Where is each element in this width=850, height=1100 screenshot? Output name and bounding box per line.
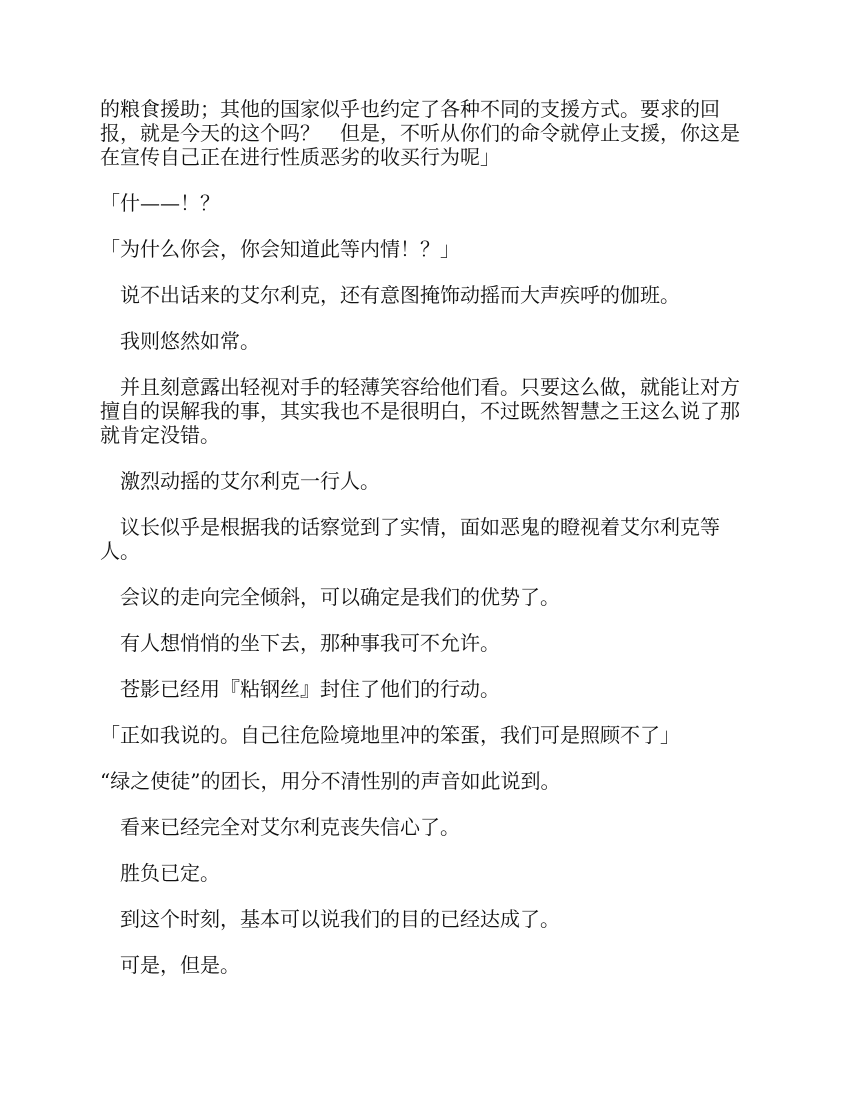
- paragraph: 苍影已经用『粘钢丝』封住了他们的行动。: [100, 677, 500, 701]
- document-page: [100, 97, 750, 999]
- paragraph: 可是，但是。: [100, 953, 240, 977]
- paragraph: 胜负已定。: [100, 861, 220, 885]
- paragraph: 「正如我说的。自己往危险境地里冲的笨蛋，我们可是照顾不了」: [100, 723, 680, 747]
- paragraph: “绿之使徒”的团长，用分不清性别的声音如此说到。: [100, 769, 561, 793]
- paragraph: 「为什么你会，你会知道此等内情！？」: [100, 237, 460, 261]
- paragraph: 议长似乎是根据我的话察觉到了实情，面如恶鬼的瞪视着艾尔利克等人。: [100, 515, 720, 563]
- paragraph: 看来已经完全对艾尔利克丧失信心了。: [100, 815, 460, 839]
- paragraph: 说不出话来的艾尔利克，还有意图掩饰动摇而大声疾呼的伽班。: [100, 283, 680, 307]
- paragraph: 我则悠然如常。: [100, 329, 260, 353]
- paragraph: 到这个时刻，基本可以说我们的目的已经达成了。: [100, 907, 560, 931]
- paragraph: 的粮食援助；其他的国家似乎也约定了各种不同的支援方式。要求的回报，就是今天的这个吗？ 但是，不听从你们的命令就停止支援，你这是在宣传自己正在进行性质恶劣的收买行为呢」: [100, 97, 740, 169]
- paragraph: 激烈动摇的艾尔利克一行人。: [100, 469, 380, 493]
- paragraph: 「什——！？: [100, 191, 220, 215]
- paragraph: 会议的走向完全倾斜，可以确定是我们的优势了。: [100, 585, 560, 609]
- paragraph: 有人想悄悄的坐下去，那种事我可不允许。: [100, 631, 500, 655]
- paragraph: 并且刻意露出轻视对手的轻薄笑容给他们看。只要这么做，就能让对方擅自的误解我的事，其实我也不是很明白，不过既然智慧之王这么说了那就肯定没错。: [100, 375, 740, 447]
